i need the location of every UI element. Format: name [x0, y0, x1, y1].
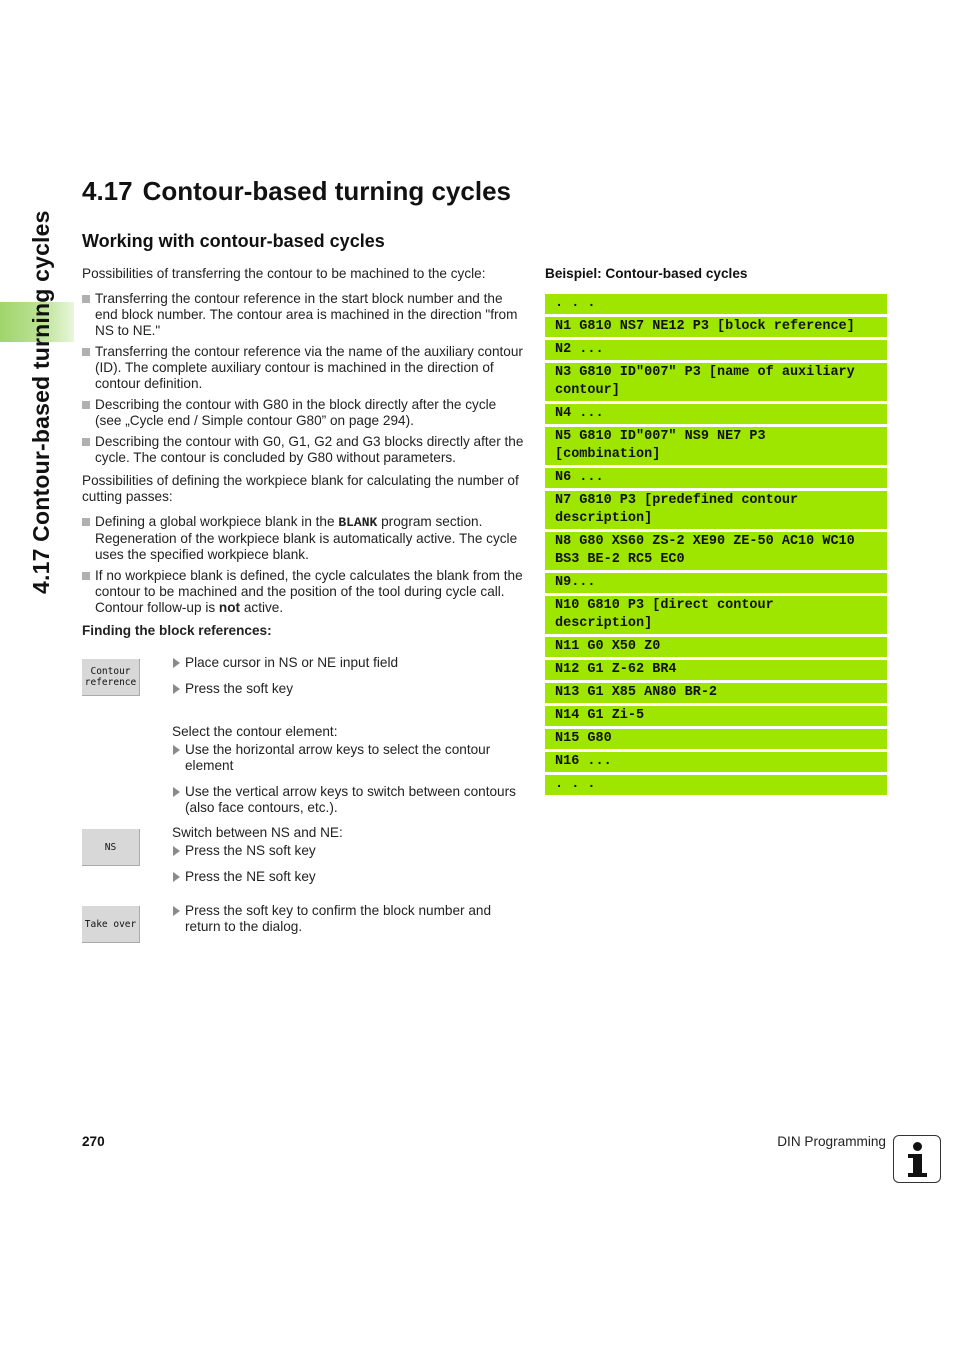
code-line: . . .	[545, 775, 887, 795]
code-line: N13 G1 X85 AN80 BR-2	[545, 683, 887, 703]
step-item: Press the NE soft key	[172, 869, 522, 885]
code-line: N6 ...	[545, 468, 887, 488]
step-item: Use the vertical arrow keys to switch between contours (also face contours, etc.).	[172, 784, 522, 816]
blank-code: BLANK	[338, 515, 378, 530]
code-line: N10 G810 P3 [direct contour description]	[545, 596, 887, 634]
take-over-softkey	[82, 906, 140, 943]
section-title	[82, 176, 511, 207]
contour-transfer-list	[82, 291, 526, 466]
steps-group-3	[172, 825, 522, 895]
code-line: N15 G80	[545, 729, 887, 749]
contour-reference-softkey	[82, 659, 140, 696]
emphasis-not: not	[218, 600, 241, 615]
list-item: Describing the contour with G80 in the block directly after the cycle (see „Cycle end / Simple contour G80” on page 294).	[82, 397, 526, 429]
step-intro: Switch between NS and NE:	[172, 825, 343, 840]
intro-paragraph-1: Possibilities of transferring the contour to be machined to the cycle:	[82, 266, 486, 281]
list-item-text: If no workpiece blank is defined, the cycle calculates the blank from the contour to be machined and the position of the tool during cycle call. Contour follow-up is	[95, 568, 523, 615]
code-line: N9...	[545, 573, 887, 593]
step-item: Press the soft key	[172, 681, 522, 697]
list-item: Describing the contour with G0, G1, G2 and G3 blocks directly after the cycle. The contour is concluded by G80 without parameters.	[82, 434, 526, 466]
softkey-label: Take over	[84, 918, 137, 930]
list-item: Transferring the contour reference in the start block number and the end block number. The contour area is machined in the direction "from NS to NE."	[82, 291, 526, 339]
intro-paragraph-2: Possibilities of defining the workpiece blank for calculating the number of cutting passes:	[82, 473, 519, 504]
left-column	[82, 266, 526, 648]
blank-definition-list	[82, 514, 526, 616]
code-line: N5 G810 ID"007" NS9 NE7 P3 [combination]	[545, 427, 887, 465]
ns-softkey	[82, 829, 140, 866]
softkey-label	[85, 666, 136, 688]
side-chapter-title-text: 4.17 Contour-based turning cycles	[28, 210, 54, 594]
code-line: N14 G1 Zi-5	[545, 706, 887, 726]
code-line: N12 G1 Z-62 BR4	[545, 660, 887, 680]
example-code-block	[545, 294, 887, 798]
code-line: N7 G810 P3 [predefined contour description]	[545, 491, 887, 529]
page-number: 270	[82, 1134, 105, 1149]
list-item-text: program section. Regeneration of the workpiece blank is automatically active. The cycle uses the specified workpiece blank.	[95, 514, 518, 562]
code-line: N11 G0 X50 Z0	[545, 637, 887, 657]
info-icon	[893, 1135, 941, 1183]
subsection-title: Working with contour-based cycles	[82, 231, 385, 251]
list-item	[82, 568, 526, 616]
list-item-text: active.	[240, 600, 284, 615]
footer-title: DIN Programming	[777, 1134, 886, 1149]
step-intro: Select the contour element:	[172, 724, 338, 739]
section-title-text: Contour-based turning cycles	[142, 176, 511, 206]
code-line: . . .	[545, 294, 887, 314]
softkey-label: NS	[104, 841, 117, 853]
code-line: N2 ...	[545, 340, 887, 360]
list-item	[82, 514, 526, 563]
step-item: Place cursor in NS or NE input field	[172, 655, 522, 671]
steps-group-2	[172, 724, 522, 826]
list-item: Transferring the contour reference via the name of the auxiliary contour (ID). The complete auxiliary contour is machined in the direction of contour definition.	[82, 344, 526, 392]
code-line: N4 ...	[545, 404, 887, 424]
steps-group-1	[172, 655, 522, 707]
section-number: 4.17	[82, 176, 133, 206]
list-item-text: Defining a global workpiece blank in the	[95, 514, 339, 529]
code-line: N1 G810 NS7 NE12 P3 [block reference]	[545, 317, 887, 337]
steps-group-4	[172, 903, 522, 945]
code-line: N3 G810 ID"007" P3 [name of auxiliary contour]	[545, 363, 887, 401]
softkey-label-line: reference	[84, 677, 137, 688]
step-item: Use the horizontal arrow keys to select the contour element	[172, 742, 522, 774]
example-heading: Beispiel: Contour-based cycles	[545, 266, 748, 281]
step-item: Press the soft key to confirm the block number and return to the dialog.	[172, 903, 522, 935]
code-line: N16 ...	[545, 752, 887, 772]
step-item: Press the NS soft key	[172, 843, 522, 859]
finding-heading: Finding the block references:	[82, 623, 272, 638]
softkey-label-line: Contour	[90, 666, 131, 677]
code-line: N8 G80 XS60 ZS-2 XE90 ZE-50 AC10 WC10 BS3 BE-2 RC5 EC0	[545, 532, 887, 570]
